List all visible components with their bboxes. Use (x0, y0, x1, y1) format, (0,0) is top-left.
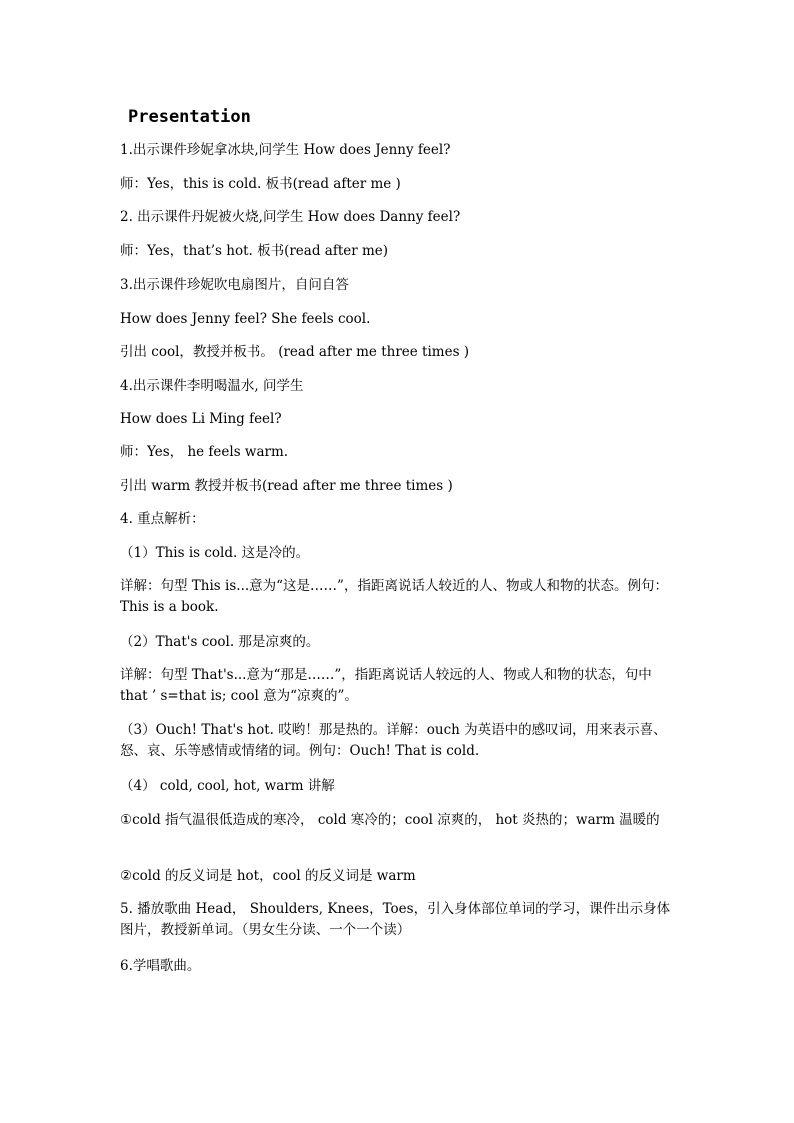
paragraph-line: 师：Yes，that’s hot. 板书(read after me) (120, 243, 389, 259)
paragraph-line: 引出 cool，教授并板书。 (read after me three times ) (120, 344, 470, 360)
paragraph-line: How does Li Ming feel? (120, 411, 282, 427)
paragraph-line: 师：Yes， he feels warm. (120, 444, 289, 460)
paragraph-line: 详解：句型 That's...意为“那是……”，指距离说话人较远的人、物或人和物的状态，句中 that ’ s=that is; cool 意为“凉爽的”。 (120, 667, 652, 704)
paragraph-line: （3）Ouch! That's hot. 哎哟！那是热的。详解：ouch 为英语中的感叹词，用来表示喜、怒、哀、乐等感情或情绪的词。例句：Ouch! That is cold. (120, 722, 667, 759)
paragraph-line: 详解：句型 This is...意为“这是……”，指距离说话人较近的人、物或人和物的状态。例句： This is a book. (120, 578, 668, 615)
paragraph-line: （2）That's cool. 那是凉爽的。 (120, 634, 320, 650)
paragraph-line: 4. 重点解析： (120, 511, 205, 527)
section-heading: Presentation (128, 107, 251, 127)
paragraph-line: 师：Yes，this is cold. 板书(read after me ) (120, 176, 401, 192)
paragraph-line: 1.出示课件珍妮拿冰块,问学生 How does Jenny feel? (120, 142, 451, 158)
paragraph-line: ①cold 指气温很低造成的寒冷， cold 寒冷的；cool 凉爽的， hot 炎热的；warm 温暖的 (120, 812, 660, 828)
paragraph-line: 2. 出示课件丹妮被火烧,问学生 How does Danny feel? (120, 209, 461, 225)
paragraph-line: 5. 播放歌曲 Head， Shoulders, Knees，Toes，引入身体部位单词的学习，课件出示身体图片，教授新单词。（男女生分读、一个一个读） (120, 901, 671, 938)
paragraph-line: How does Jenny feel? She feels cool. (120, 311, 371, 327)
paragraph-line: 3.出示课件珍妮吹电扇图片，自问自答 (120, 277, 349, 293)
paragraph-line: 引出 warm 教授并板书(read after me three times ) (120, 478, 453, 494)
paragraph-line: （1）This is cold. 这是冷的。 (120, 545, 310, 561)
paragraph-line: 6.学唱歌曲。 (120, 958, 201, 974)
paragraph-line: ②cold 的反义词是 hot，cool 的反义词是 warm (120, 868, 416, 884)
paragraph-line: 4.出示课件李明喝温水, 问学生 (120, 378, 304, 394)
paragraph-line: （4） cold, cool, hot, warm 讲解 (120, 778, 335, 794)
